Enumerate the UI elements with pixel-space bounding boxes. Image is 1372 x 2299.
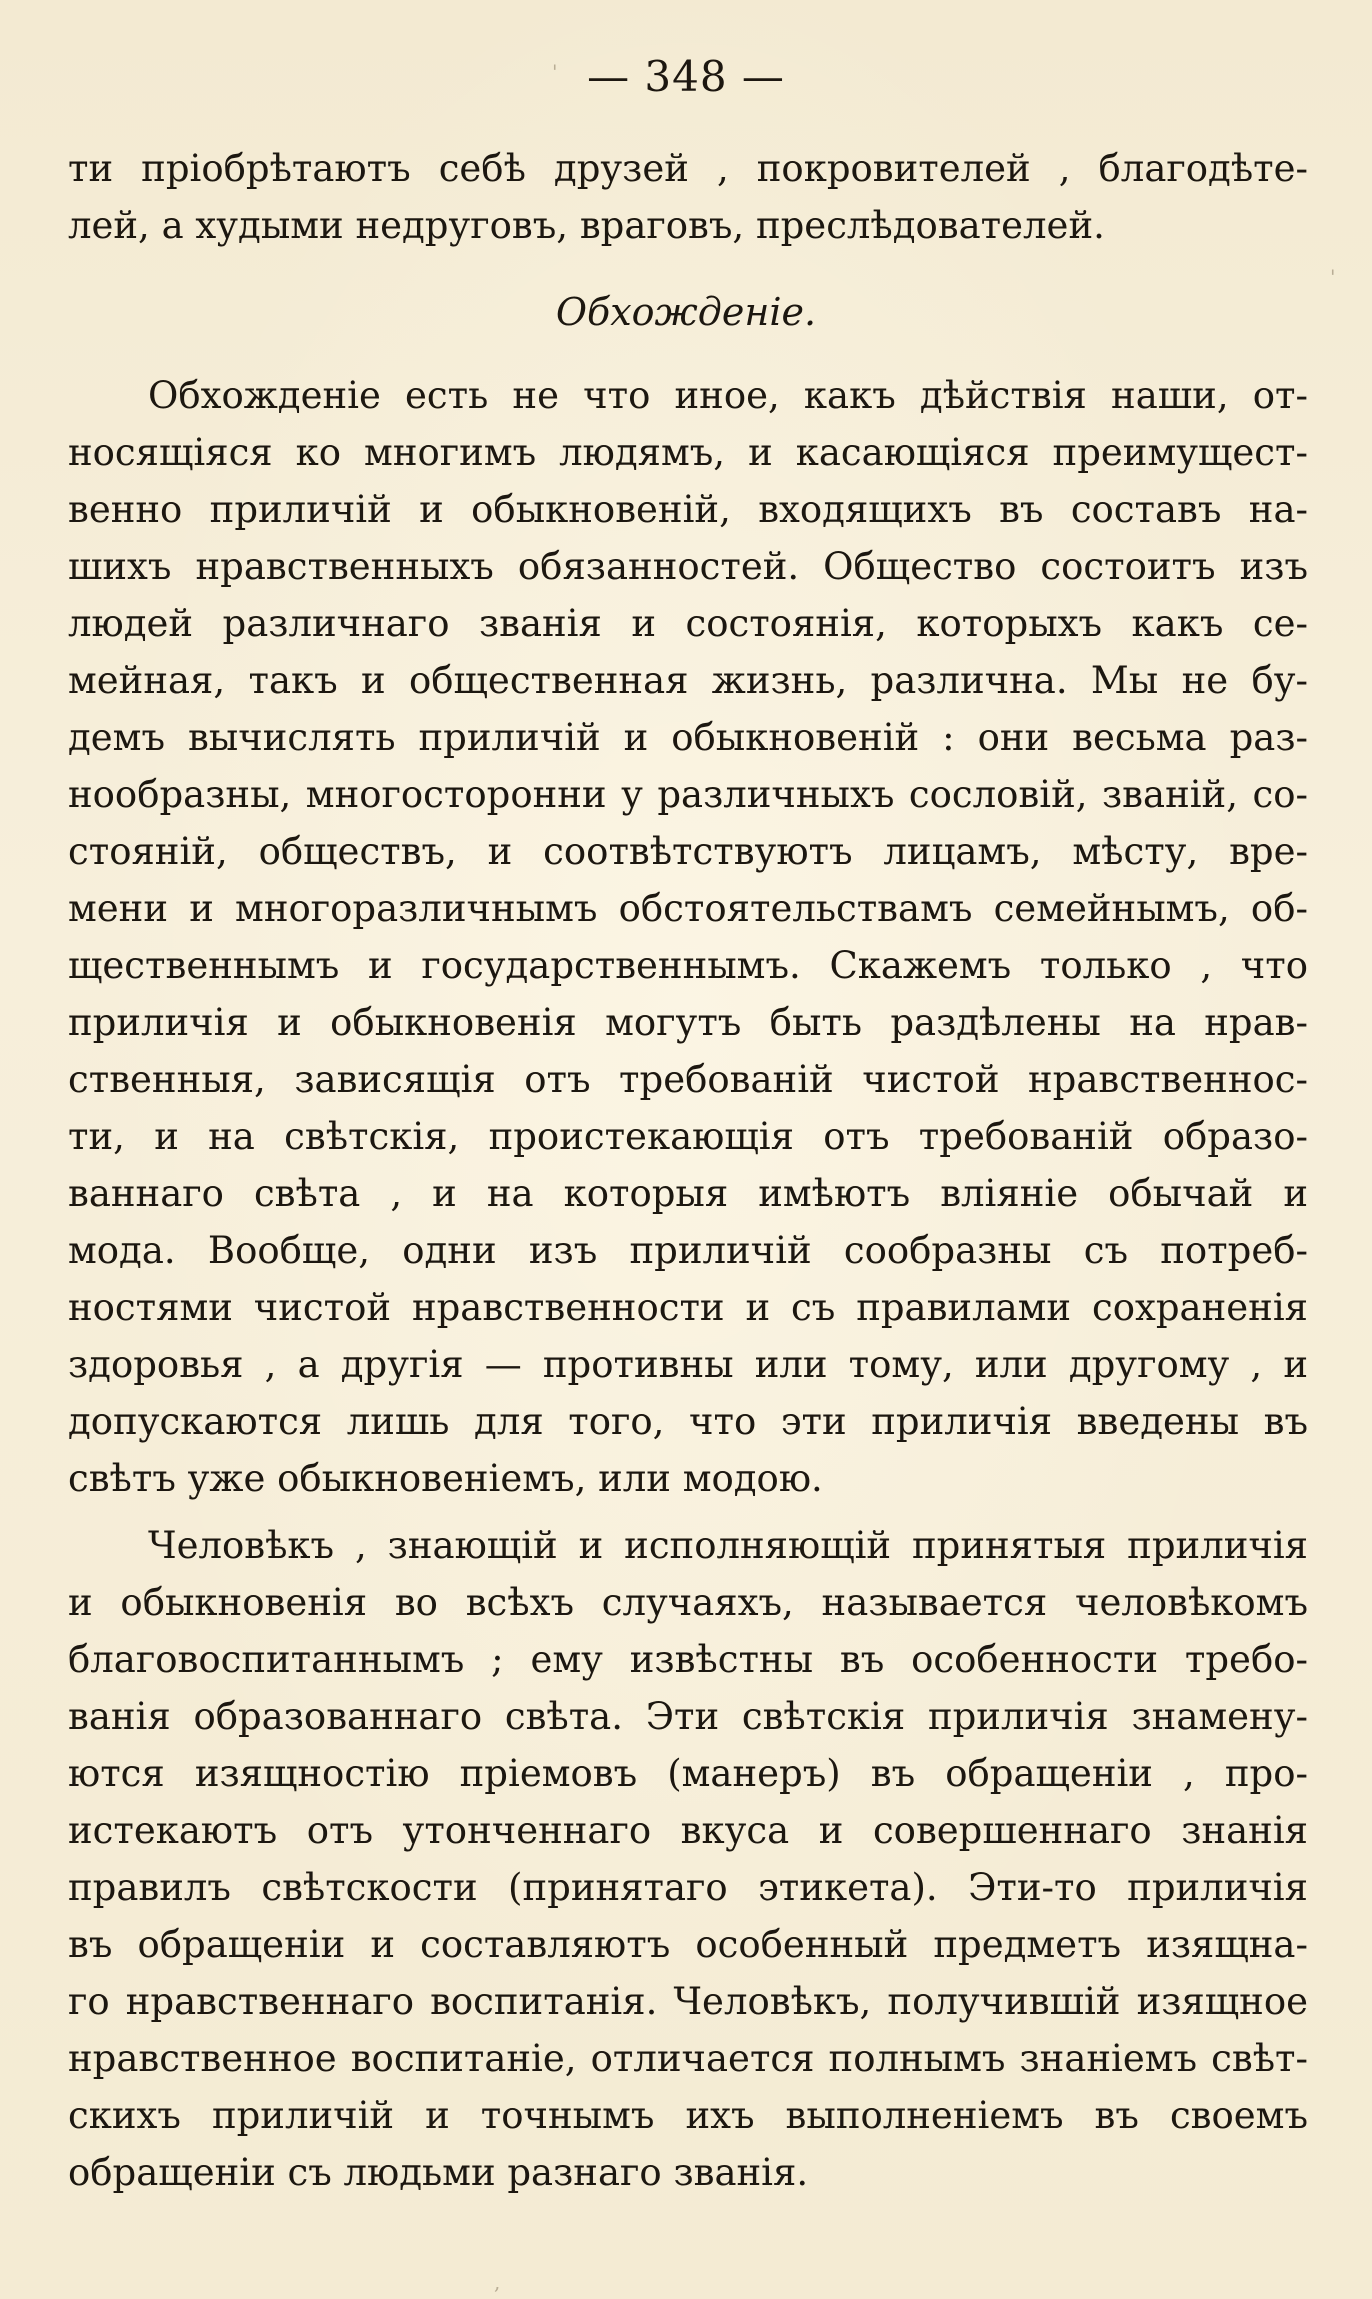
- text-line: свѣтъ уже обыкновеніемъ, или модою.: [68, 1457, 823, 1500]
- text-line: щественнымъ и государственнымъ. Скажемъ только , что: [68, 944, 1308, 987]
- text-line: допускаются лишь для того, что эти приличія введены въ: [68, 1400, 1308, 1443]
- text-line: шихъ нравственныхъ обязанностей. Общество состоитъ изъ: [68, 545, 1308, 588]
- text-line: въ обращеніи и составляютъ особенный предметъ изящна-: [68, 1923, 1308, 1966]
- text-line: венно приличій и обыкновеній, входящихъ въ составъ на-: [68, 488, 1308, 531]
- text-line: носящіяся ко многимъ людямъ, и касающіяся преимущест-: [68, 431, 1308, 474]
- text-line: правилъ свѣтскости (принятаго этикета). Эти-то приличія: [68, 1866, 1308, 1909]
- text-line: мейная, такъ и общественная жизнь, различна. Мы не бу-: [68, 659, 1308, 702]
- text-line: го нравственнаго воспитанія. Человѣкъ, получившій изящное: [68, 1980, 1308, 2023]
- text-line: ванія образованнаго свѣта. Эти свѣтскія приличія знамену-: [68, 1695, 1308, 1738]
- text-line: стояній, обществъ, и соотвѣтствуютъ лицамъ, мѣсту, вре-: [68, 830, 1308, 873]
- text-line: обращеніи съ людьми разнаго званія.: [68, 2151, 809, 2194]
- page-number: — 348 —: [587, 52, 785, 101]
- speck-mark: ,: [494, 2270, 501, 2294]
- text-line: Обхожденіе есть не что иное, какъ дѣйствія наши, от-: [148, 374, 1308, 417]
- text-line: ваннаго свѣта , и на которыя имѣютъ вліяніе обычай и: [68, 1172, 1308, 1215]
- paragraph-obkhozhdenie: [68, 367, 1308, 1507]
- text-line: ти, и на свѣтскія, проистекающія отъ требованій образо-: [68, 1115, 1308, 1158]
- section-heading: Обхожденіе.: [555, 290, 817, 334]
- text-line: ностями чистой нравственности и съ правилами сохраненія: [68, 1286, 1308, 1329]
- text-line: благовоспитаннымъ ; ему извѣстны въ особенности требо-: [68, 1638, 1308, 1681]
- text-line: мода. Вообще, одни изъ приличій сообразны съ потреб-: [68, 1229, 1308, 1272]
- text-line: и обыкновенія во всѣхъ случаяхъ, называется человѣкомъ: [68, 1581, 1308, 1624]
- text-line: нообразны, многосторонни у различныхъ сословій, званій, со-: [68, 773, 1308, 816]
- text-line: здоровья , а другія — противны или тому, или другому , и: [68, 1343, 1308, 1386]
- text-line: нравственное воспитаніе, отличается полнымъ знаніемъ свѣт-: [68, 2037, 1308, 2080]
- text-line: лей, а худыми недруговъ, враговъ, преслѣдователей.: [68, 204, 1105, 247]
- text-line: истекаютъ отъ утонченнаго вкуса и совершеннаго знанія: [68, 1809, 1308, 1852]
- paragraph-chelovek: [68, 1517, 1308, 2201]
- text-line: мени и многоразличнымъ обстоятельствамъ семейнымъ, об-: [68, 887, 1308, 930]
- text-line: ти пріобрѣтаютъ себѣ друзей , покровителей , благодѣте-: [68, 147, 1308, 190]
- text-line: ются изящностію пріемовъ (манеръ) въ обращеніи , про-: [68, 1752, 1308, 1795]
- text-line: ственныя, зависящія отъ требованій чистой нравственнос-: [68, 1058, 1308, 1101]
- speck-mark: ': [552, 60, 558, 84]
- text-line: демъ вычислять приличій и обыкновеній : они весьма раз-: [68, 716, 1308, 759]
- top-paragraph: [68, 140, 1308, 254]
- text-line: приличія и обыкновенія могутъ быть раздѣлены на нрав-: [68, 1001, 1308, 1044]
- text-line: Человѣкъ , знающій и исполняющій принятыя приличія: [148, 1524, 1308, 1567]
- text-line: скихъ приличій и точнымъ ихъ выполненіемъ въ своемъ: [68, 2094, 1308, 2137]
- text-line: людей различнаго званія и состоянія, которыхъ какъ се-: [68, 602, 1308, 645]
- speck-mark: ': [1330, 265, 1336, 289]
